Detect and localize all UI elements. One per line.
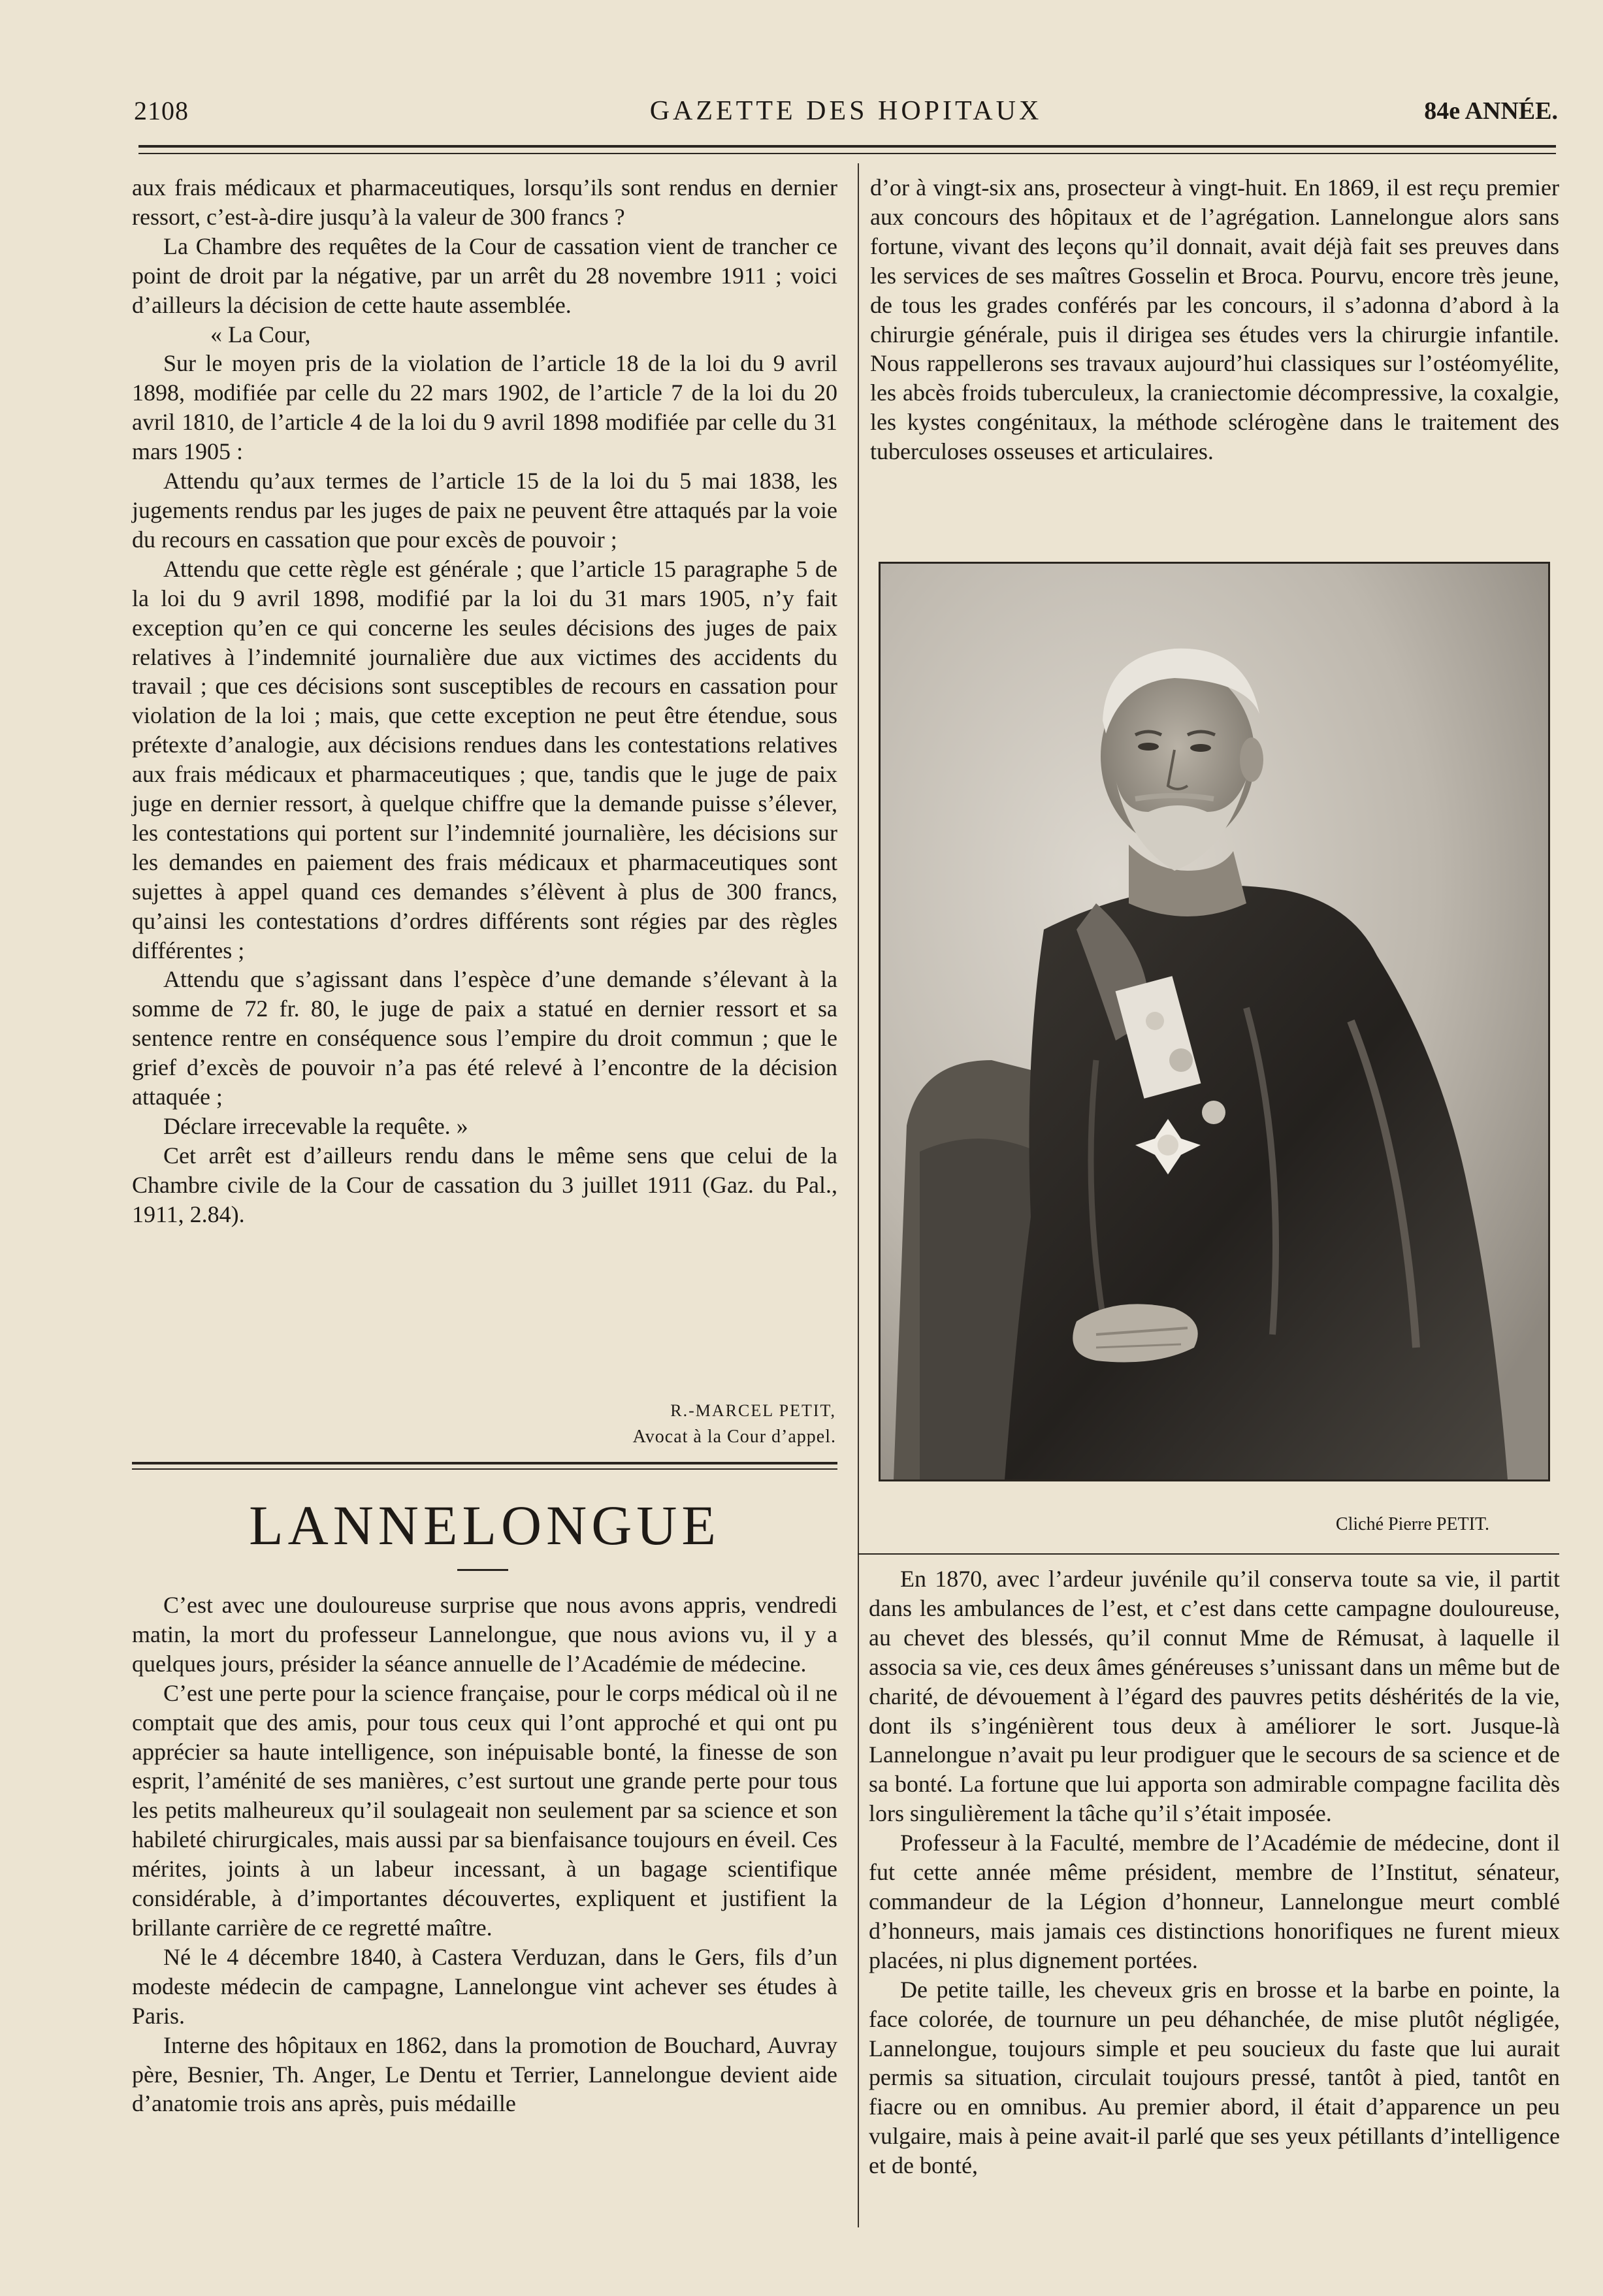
column-divider bbox=[858, 163, 859, 2227]
portrait-image bbox=[881, 564, 1548, 1479]
section-rule-thin bbox=[132, 1468, 837, 1470]
page-number: 2108 bbox=[134, 96, 189, 125]
portrait-photo bbox=[879, 562, 1550, 1481]
obituary-left-column bbox=[132, 1591, 837, 2118]
author-signature bbox=[470, 1398, 836, 1450]
paragraph: La Chambre des requêtes de la Cour de cassation vient de trancher ce point de droit par la négative, par un arrêt du 28 novembre 1911 ; voici d’ailleurs la décision de cette haute assemblée. bbox=[132, 233, 837, 318]
paragraph: Interne des hôpitaux en 1862, dans la promotion de Bouchard, Auvray père, Besnier, Th. Anger, Le Dentu et Terrier, Lannelongue devient aide d’anatomie trois ans après, puis médaille bbox=[132, 2031, 837, 2117]
title-dash bbox=[457, 1569, 508, 1571]
photo-caption: Cliché Pierre PETIT. bbox=[1335, 1514, 1489, 1534]
paragraph: Attendu que s’agissant dans l’espèce d’une demande s’élevant à la somme de 72 fr. 80, le juge de paix a statué en dernier ressort et sa sentence rentre en conséquence sous l’empire du droit commun ; que le grief d’excès de pouvoir n’a pas été relevé à l’encontre de la décision attaquée ; bbox=[132, 966, 837, 1110]
paragraph: Déclare irrecevable la requête. » bbox=[163, 1113, 468, 1139]
paragraph: C’est avec une douloureuse surprise que nous avons appris, vendredi matin, la mort du professeur Lannelongue, que nous avions vu, il y a quelques jours, présider la séance annuelle de l’Académie de médecine. bbox=[132, 1592, 837, 1677]
column-rule bbox=[858, 1553, 1559, 1555]
paragraph: aux frais médicaux et pharmaceutiques, lorsqu’ils sont rendus en dernier ressort, c’est-à-dire jusqu’à la valeur de 300 francs ? bbox=[132, 174, 837, 230]
paragraph: « La Cour, bbox=[210, 321, 311, 348]
section-rule bbox=[132, 1462, 837, 1464]
obituary-right-bottom bbox=[869, 1564, 1560, 2180]
paragraph: En 1870, avec l’ardeur juvénile qu’il conserva toute sa vie, il partit dans les ambulances de l’est, et c’est dans cette campagne douloureuse, au chevet des blessés, qu’il connut Mme de Rémusat, à laquelle il associa sa vie, ces deux âmes généreuses s’unissant dans un même but de charité, de dévouement à l’égard des pauvres petits déshérités de la vie, dont ils s’ingénièrent tous deux à améliorer le sort. Jusque-là Lannelongue n’avait pu leur prodiguer que le secours de sa science et de sa bonté. La fortune que lui apporta son admirable compagne facilita dès lors singulièrement la tâche qu’il s’était imposée. bbox=[869, 1566, 1560, 1827]
article-title: LANNELONGUE bbox=[249, 1494, 721, 1557]
paragraph: Attendu que cette règle est générale ; que l’article 15 paragraphe 5 de la loi du 9 avril 1898, modifié par la loi du 31 mars 1905, n’y fait exception qu’en ce qui concerne les seules décisions des juges de paix relatives à l’indemnité journalière due aux victimes des accidents du travail ; que ces décisions sont susceptibles de recours en cassation pour violation de la loi ; mais, que cette exception ne peut être étendue, sous prétexte d’analogie, aux décisions rendues dans les contestations relatives aux frais médicaux et pharmaceutiques ; que, tandis que le juge de paix juge en dernier ressort, à quelque chiffre que la demande puisse s’élever, les contestations qui portent sur l’indemnité journalière, les décisions sur les demandes en paiement des frais médicaux et pharmaceutiques sont sujettes à appel quand ces demandes s’élèvent à plus de 300 francs, qu’ainsi les contestations d’ordres différents sont régies par des règles différentes ; bbox=[132, 555, 837, 963]
paragraph: Sur le moyen pris de la violation de l’article 18 de la loi du 9 avril 1898, modifiée par celle du 22 mars 1902, de l’article 7 de la loi du 20 avril 1810, de l’article 4 de la loi du 9 avril 1898 modifiée par celle du 31 mars 1905 : bbox=[132, 350, 837, 465]
paragraph: Cet arrêt est d’ailleurs rendu dans le même sens que celui de la Chambre civile de la Cour de cassation du 3 juillet 1911 (Gaz. du Pal., 1911, 2.84). bbox=[132, 1142, 837, 1227]
legal-article bbox=[132, 173, 837, 1229]
header-rule-thin bbox=[138, 153, 1556, 154]
paragraph: Né le 4 décembre 1840, à Castera Verduzan, dans le Gers, fils d’un modeste médecin de campagne, Lannelongue vint achever ses études à Paris. bbox=[132, 1943, 837, 2029]
paragraph: Attendu qu’aux termes de l’article 15 de la loi du 5 mai 1838, les jugements rendus par les juges de paix ne peuvent être attaqués par la voie du recours en cassation que pour excès de pouvoir ; bbox=[132, 468, 837, 553]
paragraph: C’est une perte pour la science française, pour le corps médical où il ne comptait que des amis, pour tous ceux qui l’ont approché et qui ont pu apprécier sa haute intelligence, son inépuisable bonté, la finesse de son esprit, l’aménité de ses manières, c’est surtout une grande perte pour tous les petits malheureux qu’il soulageait non seulement par sa science et son habileté chirurgicales, mais aussi par sa bienfaisance toujours en éveil. Ces mérites, joints à un labeur incessant, à un bagage scientifique considérable, à d’importantes découvertes, expliquent et justifient la brillante carrière de ce regretté maître. bbox=[132, 1679, 837, 1941]
year-label: 84e ANNÉE. bbox=[1424, 97, 1558, 125]
journal-title: GAZETTE DES HOPITAUX bbox=[649, 96, 1043, 126]
header-rule bbox=[138, 145, 1556, 148]
paragraph: d’or à vingt-six ans, prosecteur à vingt-huit. En 1869, il est reçu premier aux concours des hôpitaux et de l’agrégation. Lannelongue alors sans fortune, vivant des leçons qu’il donnait, avait déjà fait ses preuves dans les services de ses maîtres Gosselin et Broca. Pourvu, encore très jeune, de tous les grades conférés par les concours, il s’adonna d’abord à la chirurgie générale, puis il dirigea ses études vers la chirurgie infantile. Nous rappellerons ses travaux aujourd’hui classiques sur l’ostéomyélite, les abcès froids tuberculeux, la craniectomie décompressive, la coxalgie, les kystes congénitaux, la méthode sclérogène dans le traitement des tuberculoses osseuses et articulaires. bbox=[870, 174, 1559, 465]
obituary-right-top bbox=[870, 173, 1559, 466]
author-title: Avocat à la Cour d’appel. bbox=[632, 1427, 836, 1447]
page-header bbox=[134, 91, 1558, 133]
paragraph: Professeur à la Faculté, membre de l’Académie de médecine, dont il fut cette année même président, membre de l’Institut, sénateur, commandeur de la Légion d’honneur, Lannelongue meurt comblé d’honneurs, mais jamais ces distinctions honorifiques ne furent mieux placées, ni plus dignement portées. bbox=[869, 1830, 1560, 1973]
author-name: R.-MARCEL PETIT, bbox=[670, 1401, 836, 1420]
paragraph: De petite taille, les cheveux gris en brosse et la barbe en pointe, la face colorée, de tournure un peu déhanchée, de mise plutôt négligée, Lannelongue, toujours simple et peu soucieux du faste que lui aurait permis sa situation, circulait toujours pressé, tantôt à pied, tantôt en fiacre ou en omnibus. Au premier abord, il était d’apparence un peu vulgaire, mais à peine avait-il parlé que ses yeux pétillants d’intelligence et de bonté, bbox=[869, 1976, 1560, 2179]
